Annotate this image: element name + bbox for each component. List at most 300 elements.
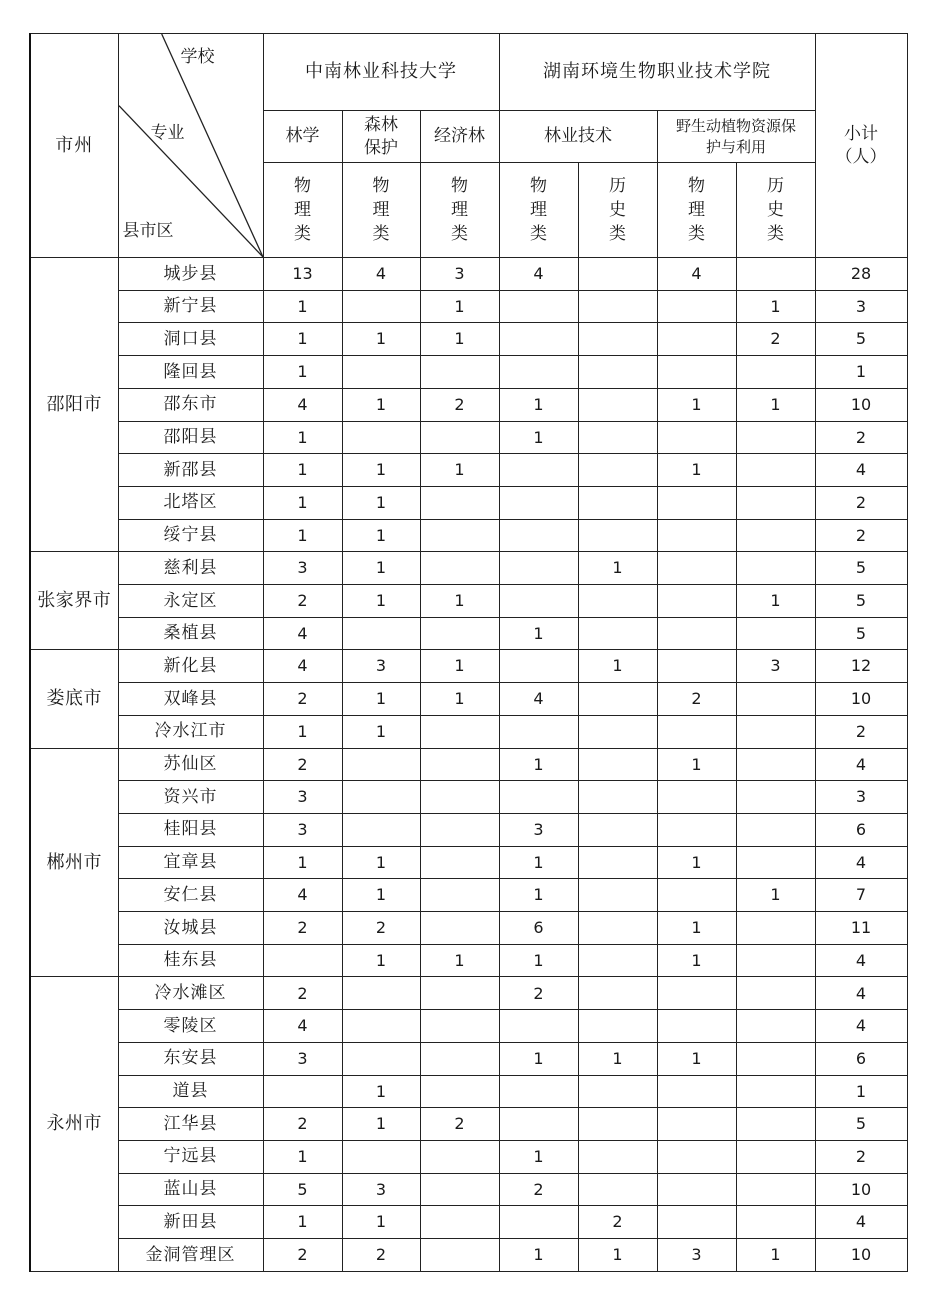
count-cell	[420, 1239, 499, 1272]
count-cell	[342, 1140, 420, 1173]
count-cell: 4	[499, 683, 578, 716]
count-cell	[657, 290, 736, 323]
subject-type-char: 史	[767, 199, 784, 220]
subtotal-cell: 10	[815, 1173, 907, 1206]
count-cell	[657, 1075, 736, 1108]
diagonal-label-major: 专业	[150, 123, 185, 143]
count-cell	[578, 388, 657, 421]
count-cell	[578, 715, 657, 748]
count-cell	[736, 1140, 815, 1173]
county-cell: 金洞管理区	[118, 1239, 263, 1272]
count-cell	[657, 1206, 736, 1239]
table-row	[30, 1173, 907, 1206]
count-cell	[420, 486, 499, 519]
subtotal-cell: 6	[815, 813, 907, 846]
count-cell: 1	[657, 1042, 736, 1075]
subtotal-cell: 3	[815, 781, 907, 814]
city-cell: 娄底市	[30, 650, 118, 748]
count-cell: 1	[578, 650, 657, 683]
count-cell	[578, 1075, 657, 1108]
major-header-forest-protection	[342, 111, 420, 163]
count-cell	[420, 846, 499, 879]
count-cell	[342, 1010, 420, 1043]
table-row	[30, 323, 907, 356]
count-cell: 3	[657, 1239, 736, 1272]
count-cell: 4	[263, 388, 342, 421]
table-row	[30, 617, 907, 650]
county-cell: 江华县	[118, 1108, 263, 1141]
count-cell: 3	[263, 552, 342, 585]
count-cell: 1	[657, 748, 736, 781]
count-cell	[657, 486, 736, 519]
subject-type-char: 理	[530, 199, 547, 220]
county-cell: 绥宁县	[118, 519, 263, 552]
county-cell: 洞口县	[118, 323, 263, 356]
count-cell	[736, 912, 815, 945]
count-cell	[342, 1042, 420, 1075]
count-cell	[499, 519, 578, 552]
count-cell: 1	[342, 879, 420, 912]
count-cell	[342, 813, 420, 846]
table-row	[30, 683, 907, 716]
count-cell	[578, 1108, 657, 1141]
count-cell: 1	[263, 519, 342, 552]
count-cell	[263, 1075, 342, 1108]
table-row	[30, 1108, 907, 1141]
subtotal-label: 小计	[844, 124, 878, 145]
count-cell	[578, 519, 657, 552]
subtotal-cell: 5	[815, 323, 907, 356]
subtotal-cell: 4	[815, 454, 907, 487]
count-cell: 2	[263, 912, 342, 945]
count-cell	[342, 421, 420, 454]
count-cell	[499, 1108, 578, 1141]
count-cell	[342, 290, 420, 323]
count-cell: 4	[263, 879, 342, 912]
count-cell: 1	[657, 388, 736, 421]
count-cell	[736, 552, 815, 585]
table-row	[30, 748, 907, 781]
subtotal-cell: 5	[815, 585, 907, 618]
county-cell: 北塔区	[118, 486, 263, 519]
count-cell	[420, 1010, 499, 1043]
count-cell	[420, 617, 499, 650]
table-row	[30, 1140, 907, 1173]
count-cell: 3	[263, 1042, 342, 1075]
count-cell	[578, 258, 657, 291]
count-cell: 1	[420, 683, 499, 716]
county-cell: 新化县	[118, 650, 263, 683]
subject-type-char: 理	[451, 199, 468, 220]
count-cell: 1	[263, 421, 342, 454]
count-cell	[420, 552, 499, 585]
count-cell	[657, 617, 736, 650]
count-cell	[578, 1010, 657, 1043]
city-cell: 郴州市	[30, 748, 118, 977]
count-cell	[578, 1173, 657, 1206]
count-cell	[736, 1075, 815, 1108]
table-row	[30, 356, 907, 389]
count-cell	[578, 813, 657, 846]
count-cell	[420, 813, 499, 846]
table-row	[30, 585, 907, 618]
count-cell	[578, 944, 657, 977]
count-cell	[578, 290, 657, 323]
count-cell	[499, 454, 578, 487]
count-cell: 3	[342, 1173, 420, 1206]
subtotal-cell: 10	[815, 388, 907, 421]
count-cell: 4	[263, 1010, 342, 1043]
major-label-line: 护与利用	[705, 137, 766, 156]
count-cell: 1	[657, 912, 736, 945]
table-row	[30, 290, 907, 323]
count-cell	[578, 912, 657, 945]
count-cell	[578, 781, 657, 814]
count-cell	[657, 1173, 736, 1206]
subject-type-char: 物	[530, 175, 547, 196]
subject-type-char: 类	[688, 224, 705, 245]
count-cell: 2	[263, 1108, 342, 1141]
count-cell	[736, 1010, 815, 1043]
county-cell: 新田县	[118, 1206, 263, 1239]
count-cell: 2	[578, 1206, 657, 1239]
count-cell	[736, 977, 815, 1010]
count-cell: 3	[499, 813, 578, 846]
count-cell	[736, 356, 815, 389]
count-cell	[499, 290, 578, 323]
count-cell: 13	[263, 258, 342, 291]
count-cell: 1	[736, 1239, 815, 1272]
count-cell	[420, 912, 499, 945]
count-cell: 1	[420, 650, 499, 683]
major-header-forestry: 林学	[263, 111, 342, 163]
count-cell	[499, 650, 578, 683]
count-cell	[578, 879, 657, 912]
count-cell: 1	[736, 585, 815, 618]
count-cell: 3	[420, 258, 499, 291]
enrollment-table-sheet	[29, 33, 906, 1271]
subject-type-char: 物	[688, 175, 705, 196]
county-cell: 宜章县	[118, 846, 263, 879]
subject-type-physics	[420, 163, 499, 258]
county-cell: 零陵区	[118, 1010, 263, 1043]
subtotal-cell: 7	[815, 879, 907, 912]
subject-type-history	[736, 163, 815, 258]
count-cell	[736, 781, 815, 814]
subject-type-char: 物	[372, 175, 390, 196]
count-cell: 1	[578, 1239, 657, 1272]
count-cell	[342, 781, 420, 814]
count-cell	[420, 1140, 499, 1173]
count-cell	[736, 944, 815, 977]
count-cell: 1	[420, 944, 499, 977]
count-cell	[578, 585, 657, 618]
count-cell: 1	[499, 748, 578, 781]
diagonal-header-cell	[118, 34, 263, 258]
subtotal-cell: 5	[815, 617, 907, 650]
count-cell	[657, 323, 736, 356]
count-cell: 1	[420, 585, 499, 618]
count-cell	[657, 356, 736, 389]
diagonal-label-school: 学校	[180, 47, 215, 67]
count-cell: 1	[499, 1042, 578, 1075]
count-cell: 1	[578, 1042, 657, 1075]
table-row	[30, 421, 907, 454]
subject-type-char: 类	[372, 224, 390, 245]
count-cell	[578, 748, 657, 781]
subject-type-char: 理	[372, 199, 390, 220]
subtotal-cell: 11	[815, 912, 907, 945]
count-cell	[420, 519, 499, 552]
table-row	[30, 552, 907, 585]
county-cell: 永定区	[118, 585, 263, 618]
count-cell: 2	[263, 1239, 342, 1272]
count-cell	[657, 781, 736, 814]
subtotal-cell: 4	[815, 1010, 907, 1043]
count-cell	[420, 1173, 499, 1206]
count-cell: 5	[263, 1173, 342, 1206]
count-cell: 1	[736, 879, 815, 912]
count-cell: 1	[657, 846, 736, 879]
count-cell: 1	[342, 585, 420, 618]
major-header-forestry-tech: 林业技术	[499, 111, 657, 163]
table-row	[30, 944, 907, 977]
count-cell	[499, 356, 578, 389]
count-cell	[657, 519, 736, 552]
count-cell	[420, 1075, 499, 1108]
county-cell: 慈利县	[118, 552, 263, 585]
subtotal-cell: 10	[815, 683, 907, 716]
subject-type-char: 历	[609, 175, 626, 196]
count-cell	[736, 454, 815, 487]
county-cell: 桂阳县	[118, 813, 263, 846]
subtotal-cell: 2	[815, 421, 907, 454]
county-cell: 冷水滩区	[118, 977, 263, 1010]
county-cell: 资兴市	[118, 781, 263, 814]
diagonal-label-county: 县市区	[122, 221, 174, 241]
table-row	[30, 1239, 907, 1272]
count-cell: 1	[342, 1206, 420, 1239]
subject-type-char: 类	[767, 224, 784, 245]
count-cell	[736, 519, 815, 552]
count-cell	[578, 683, 657, 716]
county-cell: 城步县	[118, 258, 263, 291]
subject-type-char: 类	[530, 224, 547, 245]
subtotal-cell: 3	[815, 290, 907, 323]
table-row	[30, 388, 907, 421]
major-label-line: 保护	[364, 137, 398, 158]
count-cell: 1	[420, 454, 499, 487]
table-row	[30, 1075, 907, 1108]
count-cell: 1	[657, 944, 736, 977]
county-cell: 道县	[118, 1075, 263, 1108]
count-cell: 1	[499, 944, 578, 977]
subtotal-cell: 1	[815, 1075, 907, 1108]
count-cell	[420, 356, 499, 389]
table-row	[30, 879, 907, 912]
count-cell: 4	[263, 650, 342, 683]
count-cell: 1	[263, 846, 342, 879]
count-cell	[736, 421, 815, 454]
count-cell	[657, 650, 736, 683]
count-cell: 1	[499, 617, 578, 650]
count-cell	[657, 1140, 736, 1173]
count-cell	[499, 552, 578, 585]
count-cell	[499, 486, 578, 519]
count-cell: 1	[420, 323, 499, 356]
city-column-header: 市州	[30, 34, 118, 258]
county-cell: 桑植县	[118, 617, 263, 650]
subtotal-cell: 12	[815, 650, 907, 683]
table-row	[30, 846, 907, 879]
count-cell: 4	[263, 617, 342, 650]
county-cell: 邵阳县	[118, 421, 263, 454]
count-cell	[499, 1206, 578, 1239]
county-cell: 双峰县	[118, 683, 263, 716]
count-cell	[578, 617, 657, 650]
count-cell	[499, 585, 578, 618]
subtotal-cell: 2	[815, 1140, 907, 1173]
count-cell: 2	[342, 912, 420, 945]
count-cell	[657, 879, 736, 912]
count-cell: 1	[263, 715, 342, 748]
count-cell	[657, 813, 736, 846]
count-cell: 1	[578, 552, 657, 585]
school-header-hnebvc: 湖南环境生物职业技术学院	[499, 34, 815, 111]
major-header-wildlife	[657, 111, 815, 163]
table-row	[30, 486, 907, 519]
county-cell: 隆回县	[118, 356, 263, 389]
count-cell: 1	[263, 290, 342, 323]
count-cell	[578, 356, 657, 389]
major-label-line: 森林	[364, 115, 398, 136]
subtotal-cell: 4	[815, 1206, 907, 1239]
count-cell: 2	[342, 1239, 420, 1272]
county-cell: 汝城县	[118, 912, 263, 945]
count-cell: 2	[499, 977, 578, 1010]
count-cell	[657, 421, 736, 454]
count-cell	[578, 454, 657, 487]
subject-type-char: 类	[451, 224, 468, 245]
subtotal-cell: 5	[815, 552, 907, 585]
subject-type-char: 类	[609, 224, 626, 245]
count-cell: 1	[342, 388, 420, 421]
major-label-line: 野生动植物资源保	[675, 117, 796, 136]
count-cell	[342, 617, 420, 650]
count-cell: 1	[420, 290, 499, 323]
count-cell: 2	[263, 683, 342, 716]
subject-type-char: 理	[294, 199, 311, 220]
table-row	[30, 912, 907, 945]
count-cell: 1	[263, 454, 342, 487]
count-cell	[420, 421, 499, 454]
county-cell: 邵东市	[118, 388, 263, 421]
count-cell	[499, 1075, 578, 1108]
count-cell	[736, 683, 815, 716]
table-row	[30, 1042, 907, 1075]
count-cell: 1	[342, 846, 420, 879]
count-cell: 1	[499, 1140, 578, 1173]
table-row	[30, 781, 907, 814]
table-row	[30, 715, 907, 748]
count-cell	[499, 1010, 578, 1043]
count-cell: 1	[263, 356, 342, 389]
count-cell: 1	[263, 323, 342, 356]
count-cell: 4	[342, 258, 420, 291]
count-cell	[657, 552, 736, 585]
count-cell	[736, 617, 815, 650]
count-cell: 1	[499, 1239, 578, 1272]
count-cell: 1	[342, 683, 420, 716]
county-cell: 安仁县	[118, 879, 263, 912]
count-cell	[342, 977, 420, 1010]
count-cell: 6	[499, 912, 578, 945]
count-cell: 1	[499, 421, 578, 454]
subtotal-header	[815, 34, 907, 258]
count-cell	[342, 748, 420, 781]
subtotal-cell: 4	[815, 748, 907, 781]
count-cell	[420, 1206, 499, 1239]
subject-type-physics	[499, 163, 578, 258]
count-cell	[736, 1042, 815, 1075]
table-row	[30, 1010, 907, 1043]
count-cell: 3	[263, 813, 342, 846]
count-cell	[578, 323, 657, 356]
city-cell: 邵阳市	[30, 258, 118, 552]
count-cell	[578, 486, 657, 519]
subtotal-cell: 4	[815, 846, 907, 879]
subject-type-physics	[657, 163, 736, 258]
subject-type-char: 物	[294, 175, 311, 196]
subtotal-cell: 2	[815, 486, 907, 519]
count-cell	[420, 977, 499, 1010]
count-cell: 1	[499, 879, 578, 912]
count-cell: 1	[342, 944, 420, 977]
count-cell: 1	[736, 290, 815, 323]
count-cell	[736, 1173, 815, 1206]
subject-type-physics	[263, 163, 342, 258]
count-cell: 1	[342, 486, 420, 519]
count-cell	[736, 748, 815, 781]
count-cell	[657, 977, 736, 1010]
count-cell: 1	[342, 552, 420, 585]
count-cell: 1	[342, 1075, 420, 1108]
count-cell: 3	[263, 781, 342, 814]
county-cell: 桂东县	[118, 944, 263, 977]
count-cell	[736, 258, 815, 291]
subtotal-cell: 4	[815, 977, 907, 1010]
count-cell	[736, 715, 815, 748]
subject-type-physics	[342, 163, 420, 258]
count-cell	[578, 846, 657, 879]
table-row	[30, 650, 907, 683]
county-cell: 蓝山县	[118, 1173, 263, 1206]
subject-type-char: 物	[451, 175, 468, 196]
count-cell: 3	[342, 650, 420, 683]
count-cell	[657, 715, 736, 748]
count-cell: 1	[342, 454, 420, 487]
count-cell	[420, 1042, 499, 1075]
city-cell: 张家界市	[30, 552, 118, 650]
count-cell	[736, 813, 815, 846]
count-cell: 1	[263, 486, 342, 519]
count-cell: 1	[342, 1108, 420, 1141]
subject-type-history	[578, 163, 657, 258]
count-cell	[736, 1108, 815, 1141]
county-cell: 苏仙区	[118, 748, 263, 781]
count-cell	[578, 1140, 657, 1173]
table-row	[30, 519, 907, 552]
